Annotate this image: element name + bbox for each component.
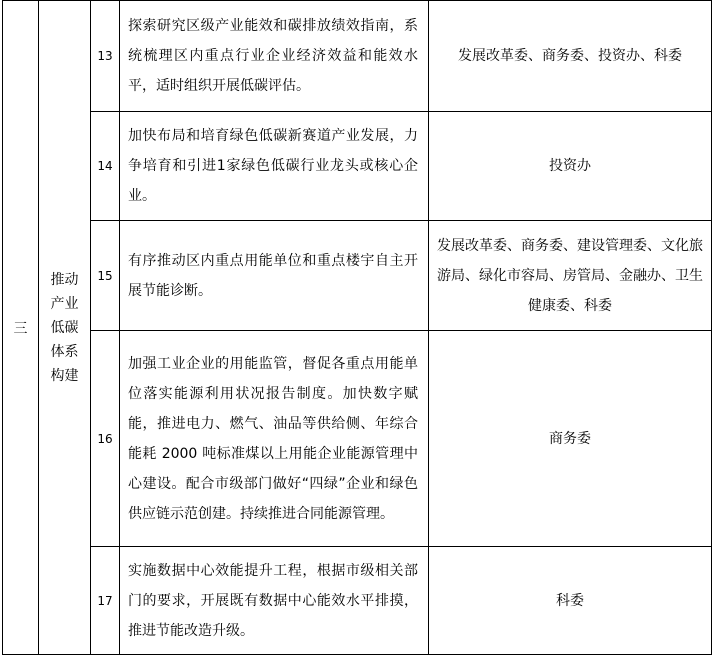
section-number-cell — [3, 1, 39, 655]
section-number: 三 — [13, 320, 28, 337]
category-line: 低碳 — [50, 319, 79, 336]
row-number: 14 — [91, 112, 120, 221]
task-text: 有序推动区内重点用能单位和重点楼宇自主开展节能诊断。 — [120, 221, 429, 331]
category-line: 产业 — [50, 295, 79, 312]
department-text: 投资办 — [429, 112, 712, 221]
table-row — [3, 547, 712, 655]
department-text: 发展改革委、商务委、投资办、科委 — [429, 1, 712, 112]
row-number: 15 — [91, 221, 120, 331]
category-line: 体系 — [50, 343, 79, 360]
department-text: 发展改革委、商务委、建设管理委、文化旅游局、绿化市容局、房管局、金融办、卫生健康委、科委 — [429, 221, 712, 331]
table-row — [3, 1, 712, 112]
row-number: 13 — [91, 1, 120, 112]
table-row — [3, 331, 712, 547]
task-text: 实施数据中心效能提升工程，根据市级相关部门的要求，开展既有数据中心能效水平排摸，推进节能改造升级。 — [120, 547, 429, 655]
table-row — [3, 221, 712, 331]
department-text: 商务委 — [429, 331, 712, 547]
task-text: 加强工业企业的用能监管，督促各重点用能单位落实能源利用状况报告制度。加快数字赋能，推进电力、燃气、油品等供给侧、年综合能耗 2000 吨标准煤以上用能企业能源管理中心建设。配合市级部门做好“四绿”企业和绿色供应链示范创建。持续推进合同能源管理。 — [120, 331, 429, 547]
department-text: 科委 — [429, 547, 712, 655]
category-line: 推动 — [50, 271, 79, 288]
task-text: 探索研究区级产业能效和碳排放绩效指南，系统梳理区内重点行业企业经济效益和能效水平，适时组织开展低碳评估。 — [120, 1, 429, 112]
row-number: 16 — [91, 331, 120, 547]
category-line: 构建 — [50, 367, 79, 384]
category-cell — [39, 1, 91, 655]
table-row — [3, 112, 712, 221]
task-table — [2, 0, 712, 655]
row-number: 17 — [91, 547, 120, 655]
task-text: 加快布局和培育绿色低碳新赛道产业发展，力争培育和引进1家绿色低碳行业龙头或核心企业。 — [120, 112, 429, 221]
